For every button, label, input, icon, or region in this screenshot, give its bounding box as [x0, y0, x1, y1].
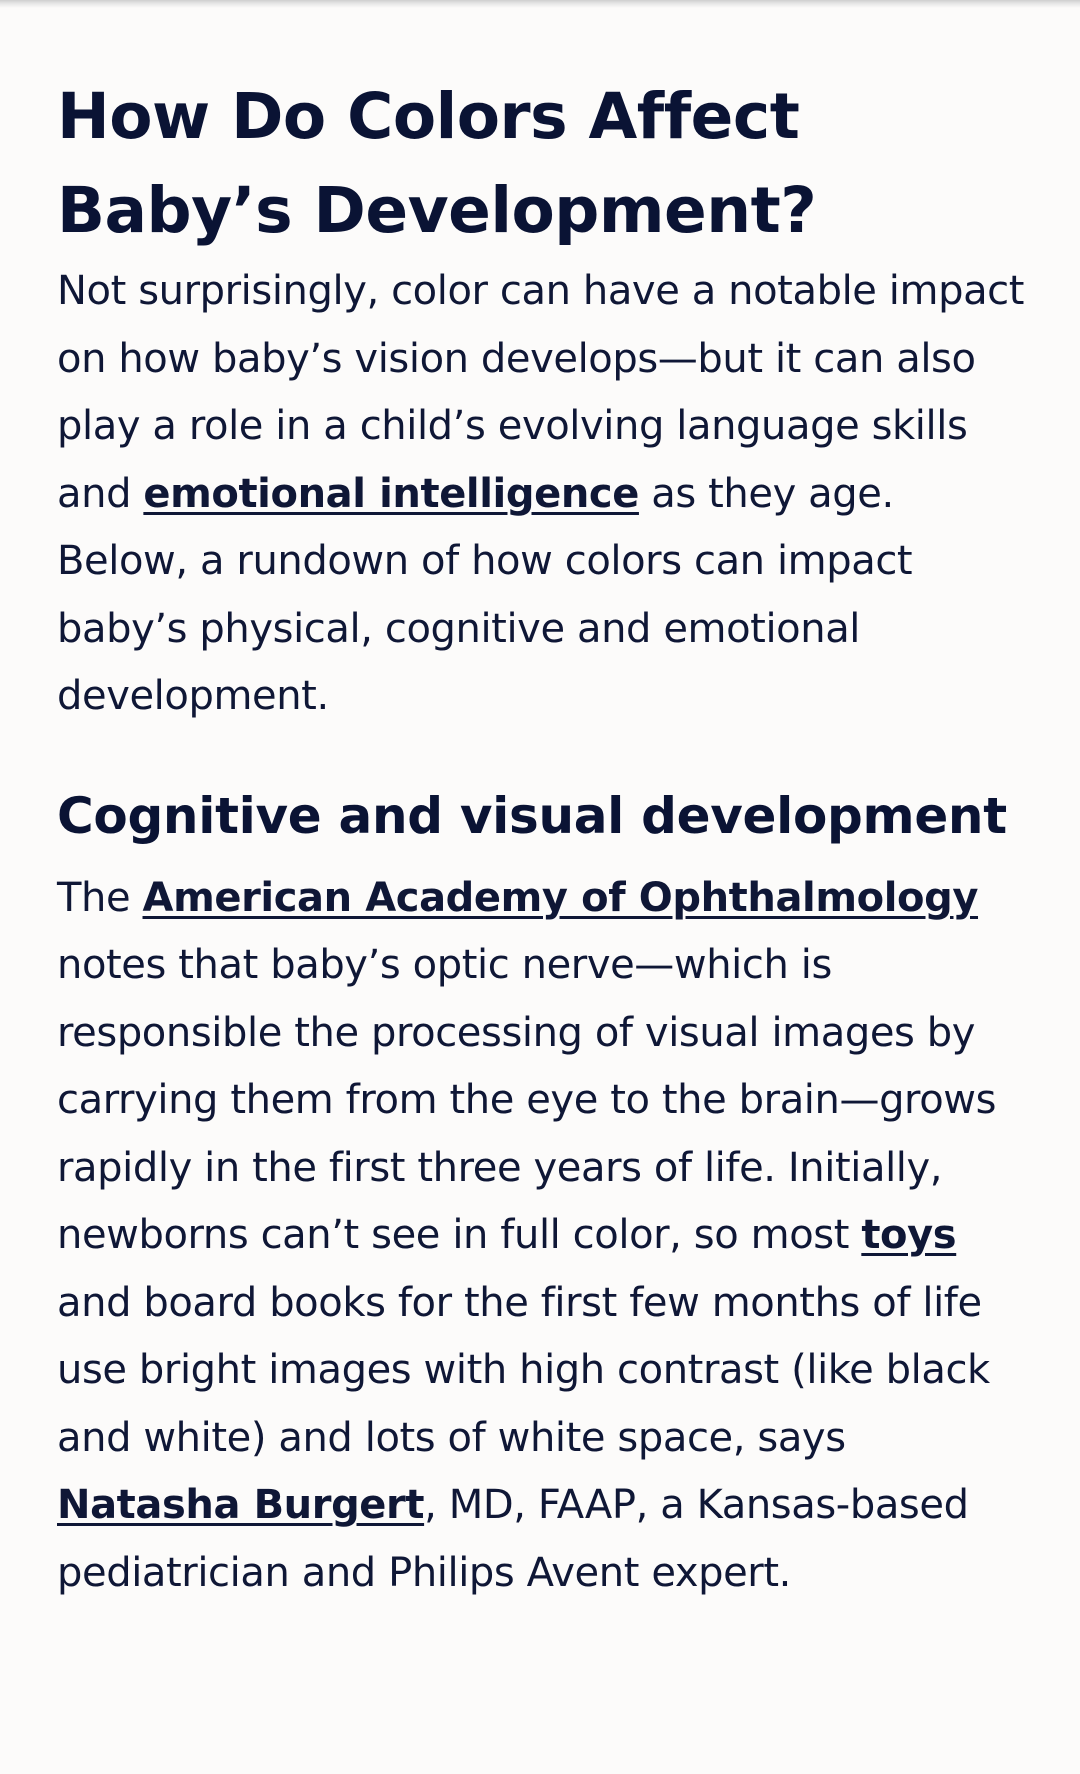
article-content — [57, 70, 1032, 1607]
paragraph-text-4: , MD, FAAP, a Kansas-based pediatrician and Philips Avent expert. — [57, 1482, 969, 1596]
paragraph-text-1: The — [57, 874, 143, 921]
american-academy-of-ophthalmology-link[interactable]: American Academy of Ophthalmology — [142, 874, 979, 921]
intro-text-after-link: as they age. Below, a rundown of how colors can impact baby’s physical, cognitive and emotional development. — [57, 470, 913, 719]
intro-paragraph — [57, 258, 1032, 731]
cognitive-paragraph — [57, 865, 1032, 1608]
paragraph-text-3: and board books for the first few months of life use bright images with high contrast (like black and white) and lots of white space, says — [57, 1279, 990, 1461]
toys-link[interactable]: toys — [861, 1212, 957, 1258]
intro-text-before-link: Not surprisingly, color can have a notable impact on how baby’s vision develops—but it can also play a role in a child’s evolving language skills and — [57, 268, 1025, 517]
paragraph-text-2: notes that baby’s optic nerve—which is responsible the processing of visual images by carrying them from the eye to the brain—grows rapidly in the first three years of life. Initially, newborns can’t see in full color, so most — [57, 942, 997, 1258]
top-header-shadow — [0, 0, 1080, 8]
article-heading: How Do Colors Affect Baby’s Development? — [57, 80, 817, 247]
section-subheading: Cognitive and visual development — [57, 786, 1007, 845]
natasha-burgert-link[interactable]: Natasha Burgert — [57, 1482, 425, 1528]
emotional-intelligence-link[interactable]: emotional intelligence — [143, 470, 639, 517]
